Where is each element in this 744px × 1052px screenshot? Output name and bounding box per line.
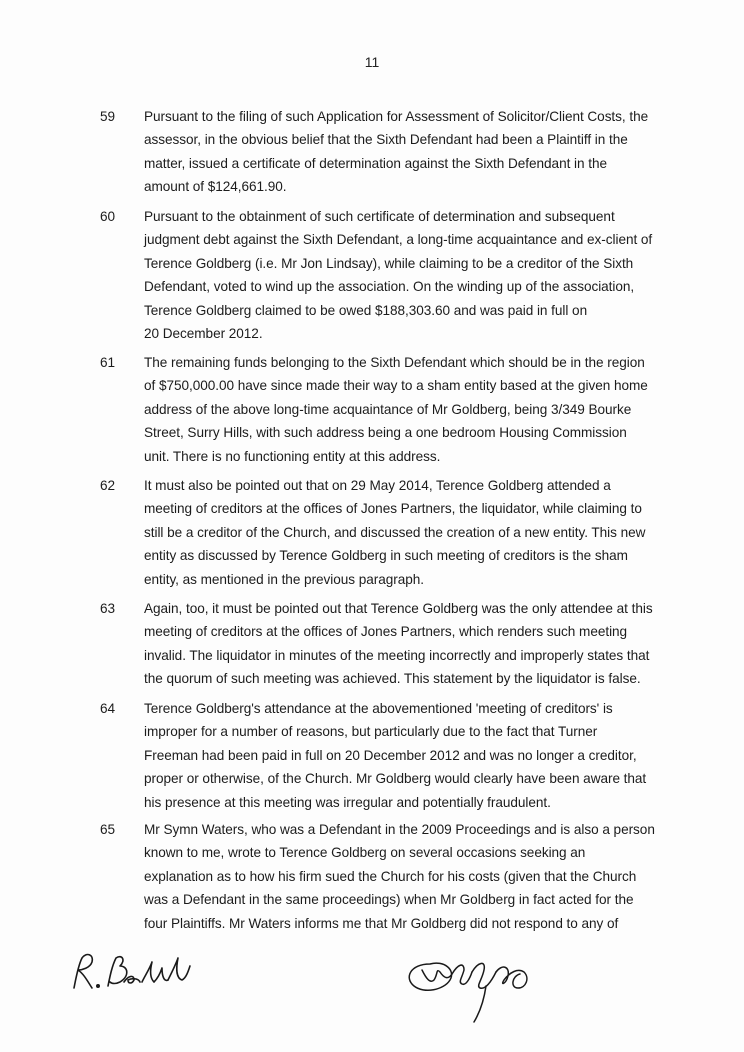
- text-line: his presence at this meeting was irregular and potentially fraudulent.: [144, 794, 551, 810]
- paragraph-65: [100, 818, 660, 935]
- paragraph-64: [100, 697, 660, 814]
- signature-right: [400, 950, 550, 1030]
- signature-left: [62, 948, 202, 998]
- text-line: invalid. The liquidator in minutes of the meeting incorrectly and improperly states that: [144, 647, 650, 663]
- text-line: unit. There is no functioning entity at this address.: [144, 448, 441, 464]
- text-line: Mr Symn Waters, who was a Defendant in the 2009 Proceedings and is also a person: [144, 822, 655, 837]
- paragraph-number: 61: [100, 355, 116, 370]
- text-line: judgment debt against the Sixth Defendant, a long-time acquaintance and ex-client of: [144, 232, 653, 248]
- text-line: known to me, wrote to Terence Goldberg on several occasions seeking an: [144, 845, 586, 861]
- text-line: explanation as to how his firm sued the Church for his costs (given that the Church: [144, 868, 637, 884]
- paragraph-60: [100, 205, 660, 345]
- paragraph-59: [100, 105, 660, 199]
- paragraph-number: 59: [100, 109, 116, 124]
- text-line: four Plaintiffs. Mr Waters informs me that Mr Goldberg did not respond to any of: [144, 915, 619, 931]
- paragraph-62: [100, 474, 660, 591]
- text-line: It must also be pointed out that on 29 May 2014, Terence Goldberg attended a: [144, 478, 611, 493]
- text-line: The remaining funds belonging to the Sixth Defendant which should be in the region: [144, 355, 645, 370]
- text-line: address of the above long-time acquaintance of Mr Goldberg, being 3/349 Bourke: [144, 401, 632, 417]
- paragraph-text: [144, 697, 660, 814]
- text-line: amount of $124,661.90.: [144, 179, 287, 195]
- paragraph-61: [100, 351, 660, 468]
- text-line: Pursuant to the obtainment of such certificate of determination and subsequent: [144, 209, 615, 224]
- paragraph-text: [144, 105, 660, 199]
- paragraph-text: [144, 818, 660, 935]
- text-line: assessor, in the obvious belief that the Sixth Defendant had been a Plaintiff in the: [144, 132, 628, 148]
- text-line: of $750,000.00 have since made their way to a sham entity based at the given home: [144, 378, 648, 394]
- text-line: entity, as mentioned in the previous paragraph.: [144, 571, 425, 587]
- text-line: Terence Goldberg (i.e. Mr Jon Lindsay), while claiming to be a creditor of the Sixth: [144, 255, 634, 271]
- text-line: meeting of creditors at the offices of Jones Partners, which renders such meeting: [144, 624, 628, 640]
- text-line: the quorum of such meeting was achieved. This statement by the liquidator is false.: [144, 671, 641, 687]
- paragraph-number: 64: [100, 701, 116, 716]
- text-line: Again, too, it must be pointed out that Terence Goldberg was the only attendee at this: [144, 601, 653, 616]
- text-line: Freeman had been paid in full on 20 December 2012 and was no longer a creditor,: [144, 747, 637, 763]
- text-line: Defendant, voted to wind up the association. On the winding up of the association,: [144, 279, 635, 295]
- text-line: still be a creditor of the Church, and discussed the creation of a new entity. This new: [144, 524, 646, 540]
- paragraph-text: [144, 597, 660, 691]
- text-line: Street, Surry Hills, with such address being a one bedroom Housing Commission: [144, 425, 627, 441]
- paragraph-number: 65: [100, 822, 116, 837]
- paragraph-text: [144, 205, 660, 345]
- paragraph-text: [144, 351, 660, 468]
- page-number: 11: [364, 54, 380, 70]
- text-line: was a Defendant in the same proceedings) when Mr Goldberg in fact acted for the: [144, 892, 634, 908]
- text-line: proper or otherwise, of the Church. Mr Goldberg would clearly have been aware that: [144, 771, 647, 787]
- text-line: improper for a number of reasons, but particularly due to the fact that Turner: [144, 724, 598, 740]
- paragraph-number: 62: [100, 478, 116, 493]
- text-line: Terence Goldberg claimed to be owed $188,303.60 and was paid in full on: [144, 302, 588, 318]
- paragraph-63: [100, 597, 660, 691]
- text-line: matter, issued a certificate of determination against the Sixth Defendant in the: [144, 155, 607, 171]
- text-line: 20 December 2012.: [144, 326, 263, 342]
- paragraph-text: [144, 474, 660, 591]
- text-line: meeting of creditors at the offices of Jones Partners, the liquidator, while claiming to: [144, 501, 642, 517]
- paragraph-number: 63: [100, 601, 116, 616]
- text-line: Terence Goldberg's attendance at the abovementioned 'meeting of creditors' is: [144, 701, 613, 716]
- paragraph-number: 60: [100, 209, 116, 224]
- text-line: entity as discussed by Terence Goldberg in such meeting of creditors is the sham: [144, 548, 628, 564]
- text-line: Pursuant to the filing of such Application for Assessment of Solicitor/Client Costs, the: [144, 109, 649, 124]
